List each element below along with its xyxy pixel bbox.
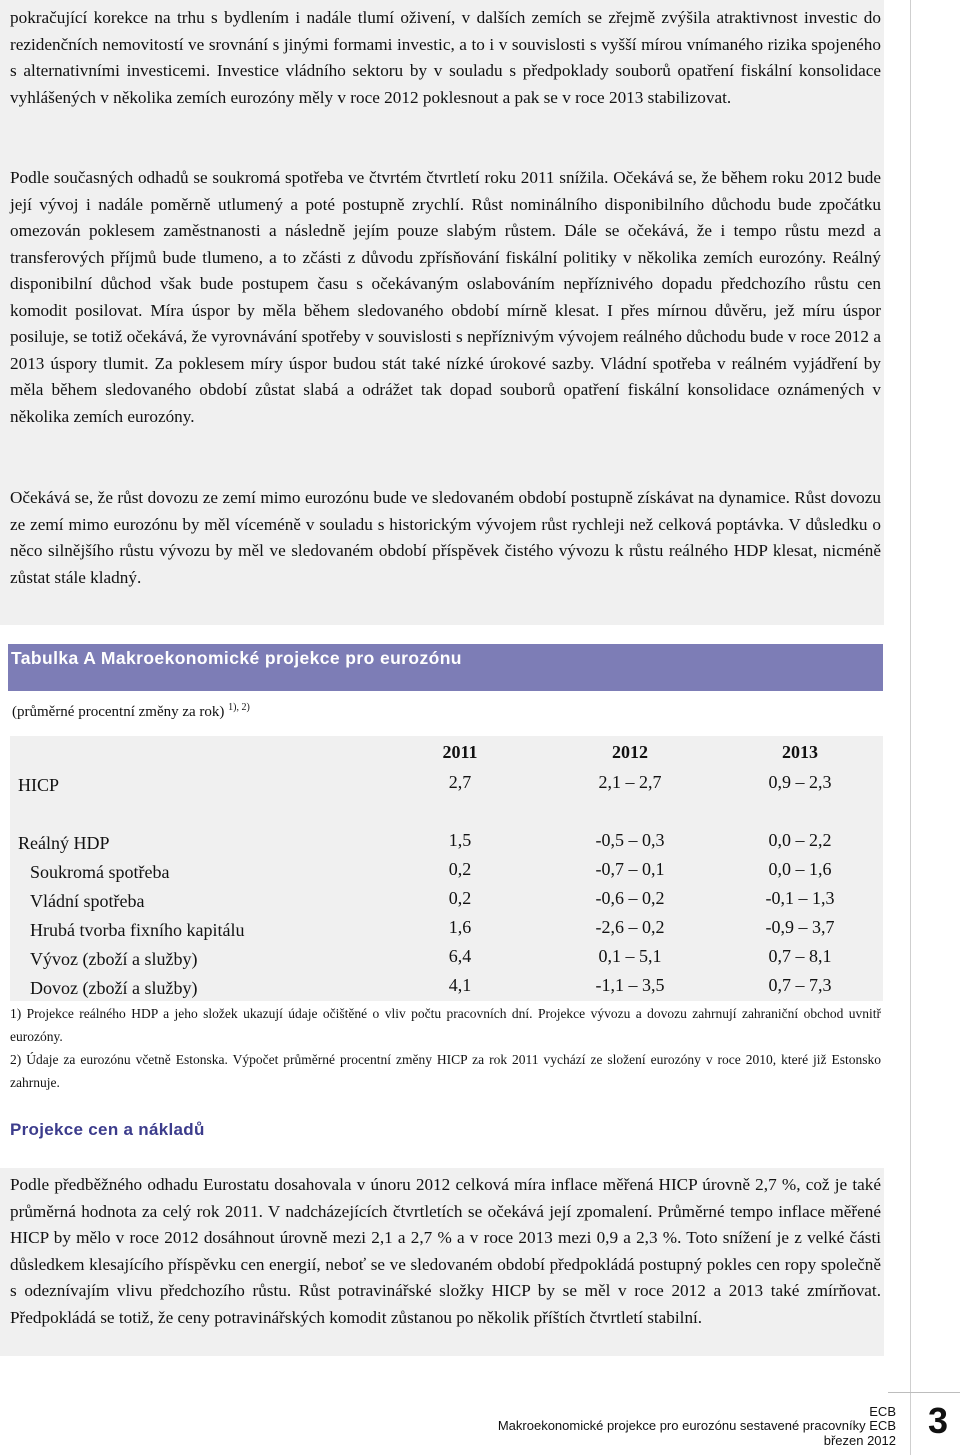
row-gross-fixed-capital-2011: 1,6: [448, 917, 472, 937]
table-subtitle-footnote-marks: 1), 2): [228, 702, 250, 713]
row-imports-2011: 4,1: [448, 975, 472, 995]
row-imports-2013: 0,7 – 7,3: [768, 975, 832, 995]
row-private-consumption-2012: -0,7 – 0,1: [595, 859, 665, 879]
paragraph-imports-exports: Očekává se, že růst dovozu ze zemí mimo eurozónu bude ve sledovaném období postupně získávat na dynamice. Růst dovozu ze zemí mimo eurozónu by měl víceméně v souladu s historickým vývojem růst rychleji než celková poptávka. V důsledku o něco silnějšího růstu vývozu by měl ve sledovaném období příspěvek čistého vývozu k růstu reálného HDP klesat, nicméně zůstat stále kladný.: [10, 488, 881, 587]
row-private-consumption-2013: 0,0 – 1,6: [768, 859, 832, 879]
row-private-consumption-2011: 0,2: [448, 859, 472, 879]
row-gross-fixed-capital-2012: -2,6 – 0,2: [595, 917, 665, 937]
page-number: 3: [928, 1400, 949, 1441]
footer-title: Makroekonomické projekce pro eurozónu sestavené pracovníky ECB: [497, 1418, 896, 1433]
margin-rule: [910, 0, 911, 1455]
row-label-private-consumption: Soukromá spotřeba: [30, 862, 170, 882]
table-subtitle-text: (průměrné procentní změny za rok): [12, 704, 225, 720]
projections-table: [10, 736, 883, 1001]
table-footnote-2: 2) Údaje za eurozónu včetně Estonska. Výpočet průměrné procentní změny HICP za rok 2011 vychází ze složení eurozóny v roce 2010, které již Estonsko zahrnuje.: [10, 1052, 881, 1090]
row-exports-2013: 0,7 – 8,1: [768, 946, 832, 966]
row-real-gdp-2012: -0,5 – 0,3: [595, 830, 665, 850]
paragraph-private-consumption: Podle současných odhadů se soukromá spotřeba ve čtvrtém čtvrtletí roku 2011 snížila. Očekává se, že během roku 2012 bude její vývoj i nadále poměrně utlumený a poté postupně zrychlí. Růst nominálního disponibilního důchodu bude zpočátku omezován poklesem zaměstnanosti a následně jejím pouze slabým růstem. Dále se očekává, že i tempo růstu mezd a transferových příjmů bude tlumeno, a to zčásti z důvodu zpřísňování fiskální politiky v několika zemích eurozóny. Reálný disponibilní důchod však bude postupem času s očekávaným oslabováním nepříznivého dopadu předchozího růstu cen komodit posilovat. Míra úspor by měla během sledovaného období mírně klesat. I přes mírnou důvěru, jež míru úspor posiluje, se totiž očekává, že vyrovnávání spotřeby v souvislosti s nepříznivým vývojem reálného důchodu bude v roce 2012 a 2013 úspory tlumit. Za poklesem míry úspor budou stát také nízké úrokové sazby. Vládní spotřeba v reálném vyjádření by měla během sledovaného období zůstat slabá a odrážet tak dopad souborů opatření fiskální konsolidace oznámených v několika zemích eurozóny.: [10, 168, 881, 426]
section-title: Projekce cen a nákladů: [10, 1120, 205, 1139]
year-header-2012: 2012: [612, 742, 648, 762]
row-government-consumption-2013: -0,1 – 1,3: [765, 888, 835, 908]
row-government-consumption-2012: -0,6 – 0,2: [595, 888, 665, 908]
year-header-2013: 2013: [782, 742, 818, 762]
row-gross-fixed-capital-2013: -0,9 – 3,7: [765, 917, 835, 937]
row-hicp-2011: 2,7: [448, 772, 472, 792]
row-label-government-consumption: Vládní spotřeba: [30, 891, 145, 911]
row-exports-2012: 0,1 – 5,1: [598, 946, 662, 966]
row-real-gdp-2011: 1,5: [448, 830, 472, 850]
row-label-exports: Vývoz (zboží a služby): [30, 949, 198, 969]
paragraph-price-projections: Podle předběžného odhadu Eurostatu dosahovala v únoru 2012 celková míra inflace měřená HICP úrovně 2,7 %, což je také průměrná hodnota za celý rok 2011. V nadcházejících čtvrtletích se očekává její zpomalení. Průměrné tempo inflace měřené HICP by mělo v roce 2012 dosáhnout úrovně mezi 2,1 a 2,7 % a v roce 2013 mezi 0,9 a 2,3 %. Toto snížení je z velké části důsledkem klesajícího příspěvku cen energií, neboť se ve sledovaném období předpokládá postupný pokles cen ropy společně s odeznívajím vlivu předchozího růstu. Růst potravinářské složky HICP by se měl v roce 2012 a 2013 také zmírňovat. Předpokládá se totiž, že ceny potravinářských komodit zůstanou po několik příštích čtvrtletí stabilní.: [10, 1175, 881, 1327]
table-title: Tabulka A Makroekonomické projekce pro eurozónu: [8, 644, 883, 691]
row-government-consumption-2011: 0,2: [448, 888, 472, 908]
row-real-gdp-2013: 0,0 – 2,2: [768, 830, 832, 850]
row-hicp-2012: 2,1 – 2,7: [598, 772, 662, 792]
table-subtitle: [12, 697, 250, 723]
row-label-imports: Dovoz (zboží a služby): [30, 978, 198, 998]
row-exports-2011: 6,4: [448, 946, 472, 966]
row-label-hicp: HICP: [18, 775, 60, 795]
row-hicp-2013: 0,9 – 2,3: [768, 772, 832, 792]
footer-org: ECB: [869, 1404, 896, 1419]
paragraph-housing-investment: pokračující korekce na trhu s bydlením i nadále tlumí oživení, v dalších zemích se zřejmě zvýšila atraktivnost investic do rezidenčních nemovitostí ve srovnání s jinými formami investic, a to i v souvislosti s vyšší mírou vnímaného rizika spojeného s alternativními investicemi. Investice vládního sektoru by v souladu s předpoklady souborů opatření fiskální konsolidace vyhlášených v několika zemích eurozóny měly v roce 2012 poklesnout a pak se v roce 2013 stabilizovat.: [10, 8, 881, 107]
row-label-gross-fixed-capital: Hrubá tvorba fixního kapitálu: [30, 920, 245, 940]
row-label-real-gdp: Reálný HDP: [18, 833, 110, 853]
footer-rule: [888, 1392, 960, 1393]
table-footnote-1: 1) Projekce reálného HDP a jeho složek ukazují údaje očištěné o vliv počtu pracovních dní. Projekce vývozu a dovozu zahrnují zahraniční obchod uvnitř eurozóny.: [10, 1006, 881, 1044]
row-imports-2012: -1,1 – 3,5: [595, 975, 665, 995]
year-header-2011: 2011: [442, 742, 478, 762]
footer-date: březen 2012: [823, 1433, 896, 1448]
